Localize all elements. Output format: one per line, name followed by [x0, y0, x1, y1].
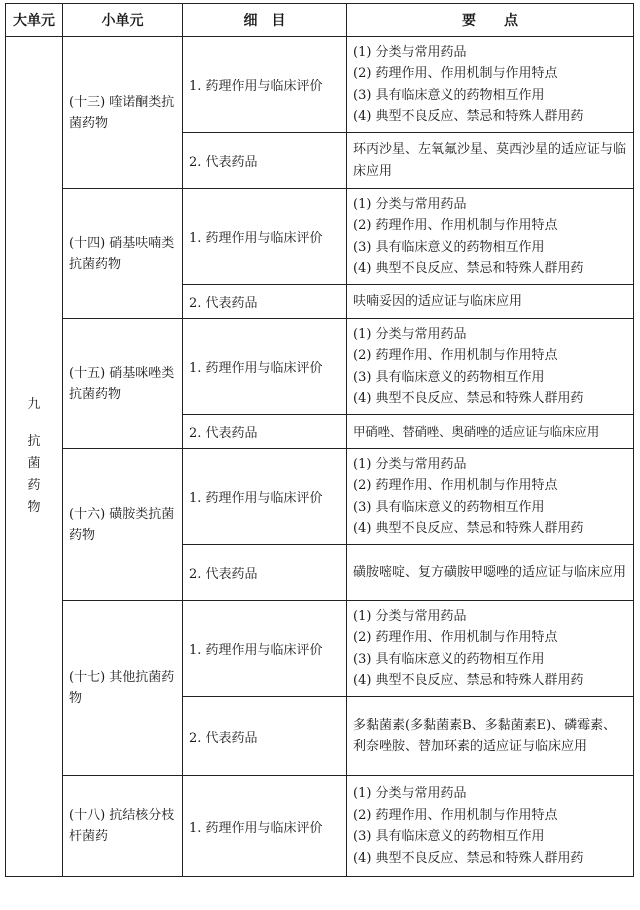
point-line: (2) 药理作用、作用机制与作用特点	[353, 348, 558, 363]
minor-unit-cell: (十三) 喹诺酮类抗菌药物	[63, 37, 183, 189]
item-cell: 1. 药理作用与临床评价	[183, 601, 347, 697]
major-unit-number: 九	[27, 397, 41, 412]
item-cell: 2. 代表药品	[183, 697, 347, 776]
major-unit-name: 抗菌药物	[27, 434, 41, 515]
header-row	[6, 4, 634, 37]
syllabus-table	[5, 3, 634, 877]
point-line: (4) 典型不良反应、禁忌和特殊人群用药	[353, 391, 584, 406]
item-cell: 1. 药理作用与临床评价	[183, 37, 347, 133]
point-line: (3) 具有临床意义的药物相互作用	[353, 651, 545, 667]
point-line: (2) 药理作用、作用机制与作用特点	[353, 630, 558, 645]
minor-unit-cell: (十七) 其他抗菌药物	[63, 601, 183, 776]
minor-unit-cell: (十四) 硝基呋喃类抗菌药物	[63, 189, 183, 319]
header-minor-unit: 小单元	[63, 4, 183, 37]
minor-unit-cell: (十八) 抗结核分枝杆菌药	[63, 776, 183, 877]
drugs-cell: 呋喃妥因的适应证与临床应用	[347, 285, 634, 319]
item-cell: 2. 代表药品	[183, 133, 347, 189]
point-line: (4) 典型不良反应、禁忌和特殊人群用药	[353, 521, 584, 536]
points-cell	[347, 449, 634, 545]
point-line: (2) 药理作用、作用机制与作用特点	[353, 218, 558, 233]
item-cell: 1. 药理作用与临床评价	[183, 319, 347, 415]
item-cell: 2. 代表药品	[183, 285, 347, 319]
points-cell	[347, 776, 634, 877]
points-cell	[347, 189, 634, 285]
item-cell: 1. 药理作用与临床评价	[183, 449, 347, 545]
point-line: (3) 具有临床意义的药物相互作用	[353, 499, 545, 515]
points-cell	[347, 601, 634, 697]
header-item: 细 目	[183, 4, 347, 37]
minor-unit-cell: (十六) 磺胺类抗菌药物	[63, 449, 183, 601]
point-line: (1) 分类与常用药品	[353, 786, 467, 801]
point-line: (4) 典型不良反应、禁忌和特殊人群用药	[353, 109, 584, 124]
drugs-cell: 磺胺嘧啶、复方磺胺甲噁唑的适应证与临床应用	[347, 545, 634, 601]
header-major-unit: 大单元	[6, 4, 63, 37]
point-line: (3) 具有临床意义的药物相互作用	[353, 369, 545, 385]
point-line: (2) 药理作用、作用机制与作用特点	[353, 807, 558, 823]
point-line: (3) 具有临床意义的药物相互作用	[353, 829, 545, 844]
table-row	[6, 37, 634, 133]
point-line: (1) 分类与常用药品	[353, 326, 467, 342]
table-row	[6, 449, 634, 545]
points-cell	[347, 37, 634, 133]
point-line: (4) 典型不良反应、禁忌和特殊人群用药	[353, 673, 584, 688]
point-line: (4) 典型不良反应、禁忌和特殊人群用药	[353, 261, 584, 276]
minor-unit-cell: (十五) 硝基咪唑类抗菌药物	[63, 319, 183, 449]
item-cell: 2. 代表药品	[183, 545, 347, 601]
drugs-cell: 多黏菌素(多黏菌素B、多黏菌素E)、磷霉素、利奈唑胺、替加环素的适应证与临床应用	[347, 697, 634, 776]
drugs-cell: 甲硝唑、替硝唑、奥硝唑的适应证与临床应用	[347, 415, 634, 449]
table-row	[6, 189, 634, 285]
point-line: (2) 药理作用、作用机制与作用特点	[353, 66, 558, 81]
point-line: (1) 分类与常用药品	[353, 44, 467, 60]
point-line: (3) 具有临床意义的药物相互作用	[353, 87, 545, 103]
point-line: (2) 药理作用、作用机制与作用特点	[353, 478, 558, 493]
point-line: (1) 分类与常用药品	[353, 608, 467, 624]
header-points: 要 点	[347, 4, 634, 37]
item-cell: 1. 药理作用与临床评价	[183, 189, 347, 285]
point-line: (1) 分类与常用药品	[353, 456, 467, 472]
point-line: (1) 分类与常用药品	[353, 196, 467, 212]
table-row	[6, 319, 634, 415]
drugs-cell: 环丙沙星、左氧氟沙星、莫西沙星的适应证与临床应用	[347, 133, 634, 189]
item-cell: 1. 药理作用与临床评价	[183, 776, 347, 877]
table-row	[6, 776, 634, 877]
table-row	[6, 601, 634, 697]
point-line: (4) 典型不良反应、禁忌和特殊人群用药	[353, 850, 584, 866]
points-cell	[347, 319, 634, 415]
major-unit-cell	[6, 37, 63, 877]
point-line: (3) 具有临床意义的药物相互作用	[353, 239, 545, 255]
item-cell: 2. 代表药品	[183, 415, 347, 449]
